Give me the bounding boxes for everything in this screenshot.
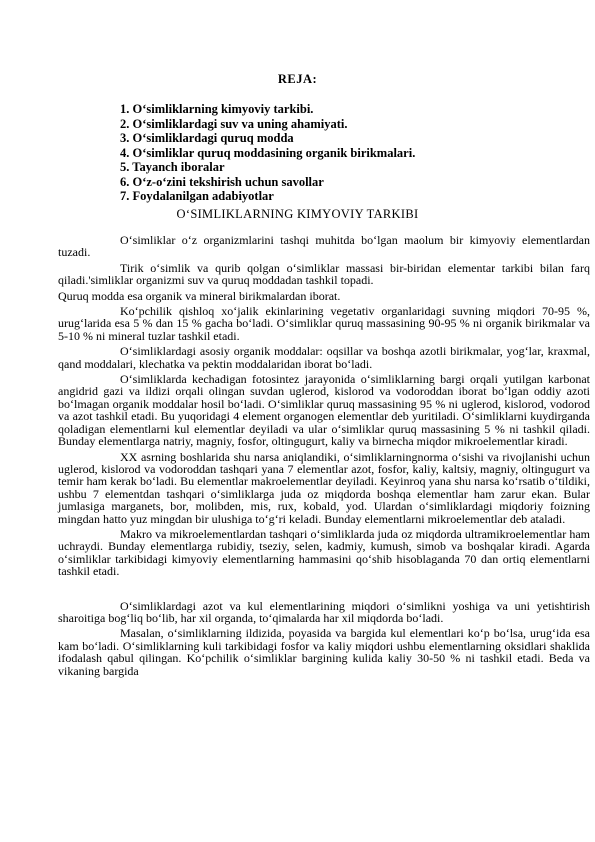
paragraph: Masalan, o‘simliklarning ildizida, poyasida va bargida kul elementlari ko‘p bo‘lsa, urug‘ida esa kam bo‘ladi. O‘simliklarning kuli tarkibidagi fosfor va kaliy miqdori ushbu elementlarning oksidlari shaklida ifodalash qabul qilingan. Ko‘pchilik o‘simliklar bargining kulida kaliy 30-50 % ni tashkil etadi. Beda va vikaning bargida [58,626,590,678]
paragraph: Makro va mikroelementlardan tashqari o‘simliklarda juda oz miqdorda ultramikroelementlar ham uchraydi. Bunday elementlarga rubidiy, tseziy, selen, kadmiy, kumush, simob va boshqalar kiradi. Agarda o‘simliklar tarkibidagi kimyoviy elementlarning hammasini qo‘shib hisoblaganda 70 dan ortiq elementlarni tashkil etadi. [58,526,590,579]
paragraph: Ko‘pchilik qishloq xo‘jalik ekinlarining vegetativ organlaridagi suvning miqdori 70-95 %, urug‘larida esa 5 % dan 15 % gacha bo‘ladi. O‘simliklar quruq massasining 90-95 % ni organik birikmalar va 5-10 % ni mineral tuzlar tashkil etadi. [58,304,590,343]
paragraph: Quruq modda esa organik va mineral birikmalardan iborat. [58,288,341,303]
plan-item: 3. O‘simliklardagi quruq modda [120,131,294,145]
plan-list [120,102,415,204]
plan-heading: REJA: [277,72,318,86]
paragraph: O‘simliklardagi asosiy organik moddalar: oqsillar va boshqa azotli birikmalar, yog‘lar, kraxmal, qand moddalari, klechatka va pektin moddalaridan iborat bo‘ladi. [58,344,590,371]
plan-item: 5. Tayanch iboralar [120,160,225,174]
paragraph: O‘simliklarda kechadigan fotosintez jarayonida o‘simliklarning bargi orqali yutilgan karbonat angidrid gazi va ildizi orqali olingan suvdan uglerod, kislorod va vodoroddan iborat bo‘lgan oddiy azoti bo‘lmagan organik moddalar hosil bo‘ladi. O‘simliklar quruq massasining 95 % ni uglerod, kislorod, vodorod va azot tashkil etadi. Bu yuqoridagi 4 element organogen elementlar deb yuritiladi. O‘simliklarni kuydirganda qoladigan elementlarni kul elementlar deyiladi va ular o‘simliklar quruq massasining 5 % ni tashkil qiladi. Bunday elementlarga natriy, magniy, fosfor, oltingugurt, kaliy va birnecha miqdor mikroelementlar kiradi. [58,372,590,449]
plan-item: 4. O‘simliklar quruq moddasining organik birikmalari. [120,145,416,160]
plan-item: 2. O‘simliklardagi suv va uning ahamiyati. [120,116,348,131]
plan-item: 6. O‘z-o‘zini tekshirish uchun savollar [120,174,324,189]
paragraph: O‘simliklar o‘z organizmlarini tashqi muhitda bo‘lgan maolum bir kimyoviy elementlardan tuzadi. [58,233,590,260]
body-text [58,234,590,680]
paragraph: XX asrning boshlarida shu narsa aniqlandiki, o‘simliklarningnorma o‘sishi va rivojlanishi uchun uglerod, kislorod va vodoroddan tashqari yana 7 elementlar azot, fosfor, kaliy, kaltsiy, magniy, oltingugurt va temir ham kerak bo‘ladi. Bu elementlar makroelementlar deyiladi. Keyinroq yana shu narsa ko‘rsatib o‘tildiki, ushbu 7 elementdan tashqari o‘simliklarga juda oz miqdorda boshqa elementlar ham zarur ekan. Bular jumlasiga marganets, bor, molibden, mis, rux, kobald, yod. Ulardan o‘simliklardagi miqdoriy foizning mingdan hatto yuz mingdan bir ulushiga to‘g‘ri keladi. Bunday elementlarni mikroelementlar deb ataladi. [58,449,590,526]
document-title: O‘SIMLIKLARNING KIMYOVIY TARKIBI [176,207,419,221]
paragraph: O‘simliklardagi azot va kul elementlarining miqdori o‘simlikni yoshiga va uni yetishtirish sharoitiga bog‘liq bo‘lib, har xil organda, to‘qimalarda har xil miqdorda bo‘ladi. [58,598,590,625]
paragraph: Tirik o‘simlik va qurib qolgan o‘simliklar massasi bir-biridan elementar tarkibi bilan farq qiladi.'simliklar organizmi suv va quruq moddadan tashkil topadi. [58,260,590,288]
plan-item: 1. O‘simliklarning kimyoviy tarkibi. [120,102,314,116]
plan-item: 7. Foydalanilgan adabiyotlar [120,189,274,203]
